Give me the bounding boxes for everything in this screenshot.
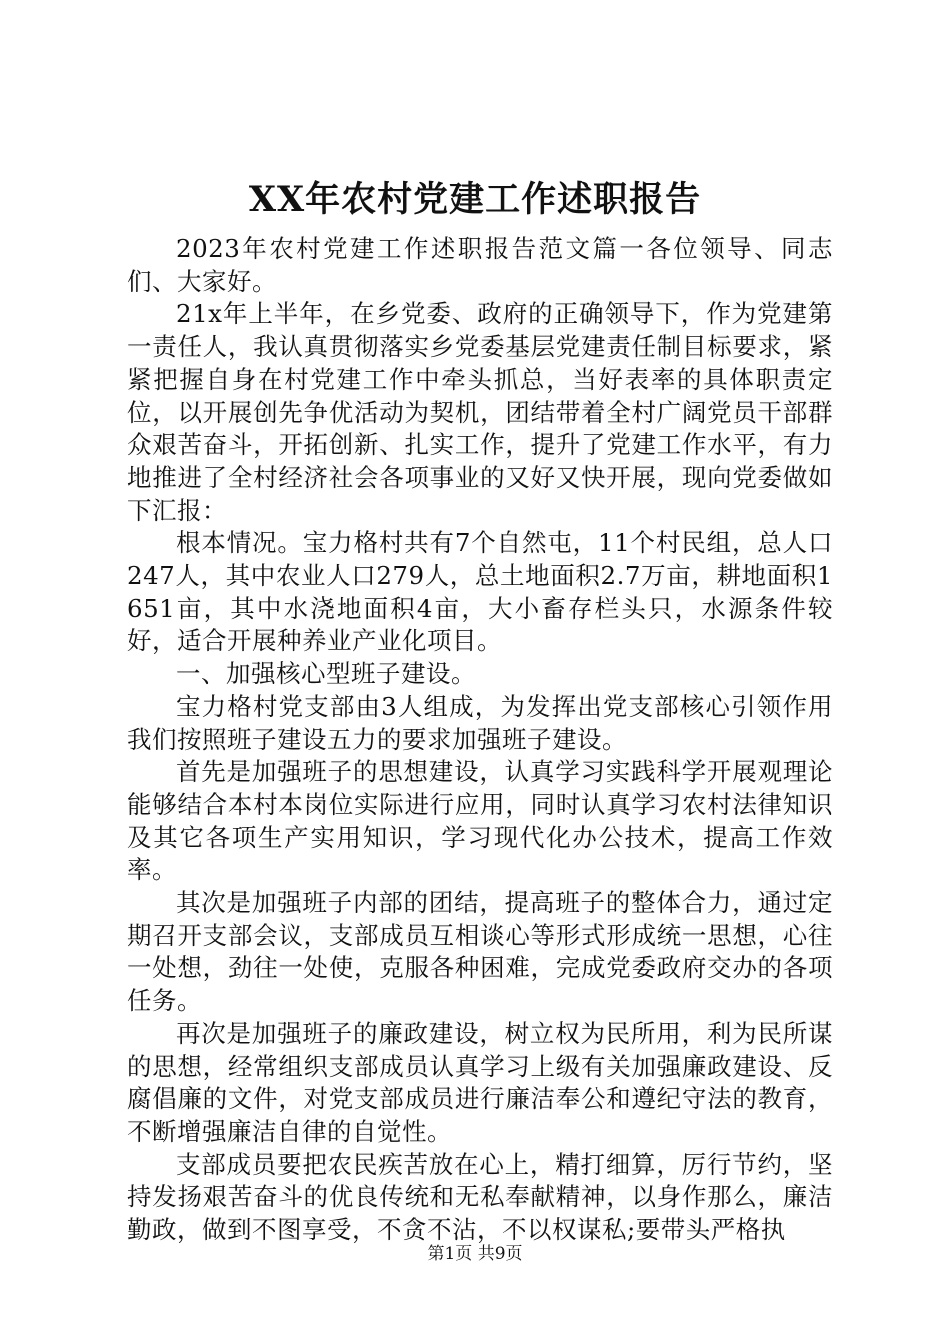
document-title: XX年农村党建工作述职报告 — [248, 179, 702, 220]
paragraph-branch-composition: 宝力格村党支部由3人组成，为发挥出党支部核心引领作用我们按照班子建设五力的要求加强班子建设。 — [127, 691, 833, 754]
section-heading: 一、加强核心型班子建设。 — [176, 659, 476, 689]
paragraph-greeting: 2023年农村党建工作述职报告范文篇一各位领导、同志们、大家好。 — [127, 234, 833, 296]
paragraph-introduction: 21x年上半年，在乡党委、政府的正确领导下，作为党建第一责任人，我认真贯彻落实乡党委基层党建责任制目标要求，紧紧把握自身在村党建工作中牵头抓总，当好表率的具体职责定位，以开展创先争优活动为契机，团结带着全村广阔党员干部群众艰苦奋斗，开拓创新、扎实工作，提升了党建工作水平，有力地推进了全村经济社会各项事业的又好又快开展，现向党委做如下汇报： — [127, 299, 833, 525]
document-body — [127, 233, 833, 1247]
paragraph-ideological-building: 首先是加强班子的思想建设，认真学习实践科学开展观理论能够结合本村本岗位实际进行应用，同时认真学习农村法律知识及其它各项生产实用知识，学习现代化办公技术，提高工作效率。 — [127, 757, 833, 885]
paragraph-basic-situation: 根本情况。宝力格村共有7个自然屯，11个村民组，总人口247人，其中农业人口279人，总土地面积2.7万亩，耕地面积1651亩，其中水浇地面积4亩，大小畜存栏头只，水源条件较好，适合开展种养业产业化项目。 — [127, 528, 833, 656]
paragraph-unity-building: 其次是加强班子内部的团结，提高班子的整体合力，通过定期召开支部会议，支部成员互相谈心等形式形成统一思想，心往一处想，劲往一处使，克服各种困难，完成党委政府交办的各项任务。 — [127, 888, 833, 1016]
paragraph-integrity-building: 再次是加强班子的廉政建设，树立权为民所用，利为民所谋的思想，经常组织支部成员认真学习上级有关加强廉政建设、反腐倡廉的文件，对党支部成员进行廉洁奉公和遵纪守法的教育，不断增强廉洁自律的自觉性。 — [127, 1018, 833, 1146]
paragraph-member-conduct: 支部成员要把农民疾苦放在心上，精打细算，厉行节约，坚持发扬艰苦奋斗的优良传统和无私奉献精神，以身作那么，廉洁勤政，做到不图享受，不贪不沾，不以权谋私;要带头严格执 — [127, 1149, 833, 1245]
page-number: 第1页 共9页 — [427, 1244, 523, 1264]
